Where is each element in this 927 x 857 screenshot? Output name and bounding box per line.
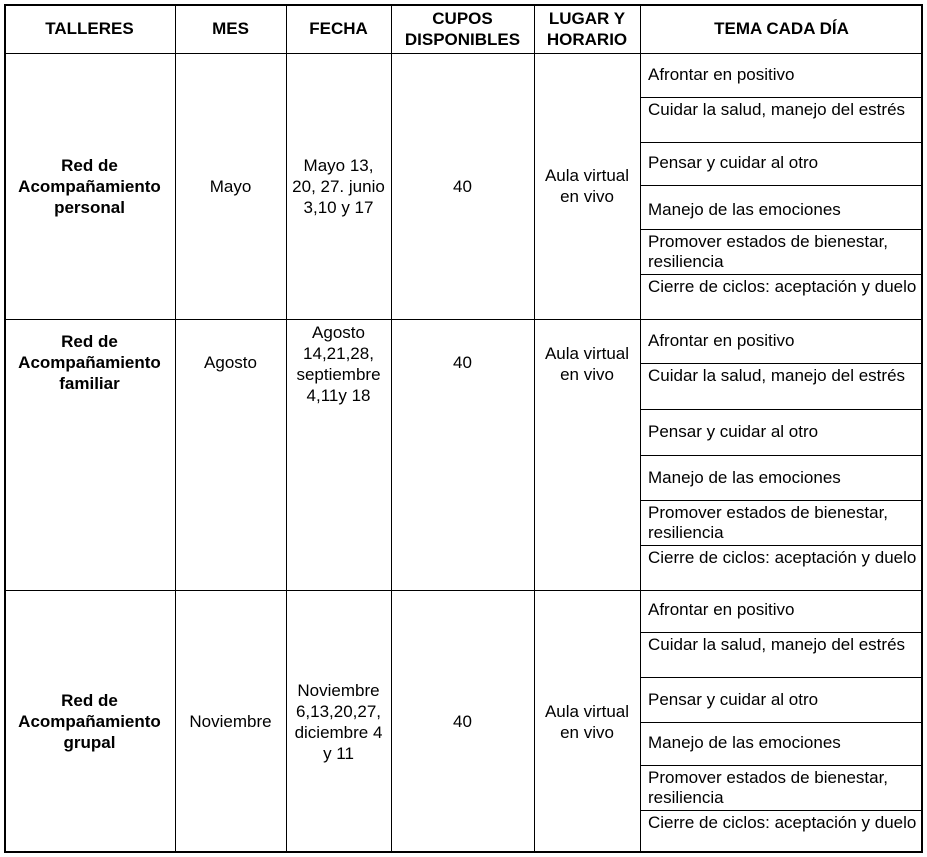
topic-divider [640, 409, 923, 410]
row-divider [4, 590, 923, 591]
header-cupos: CUPOS DISPONIBLES [404, 8, 521, 49]
tema-item: Promover estados de bienestar, resiliencia [648, 232, 889, 271]
col-divider [175, 4, 176, 853]
topic-divider [640, 810, 923, 811]
row-fecha: Agosto 14,21,28, septiembre 4,11y 18 [296, 323, 381, 405]
row-divider [4, 319, 923, 320]
row-lugar: Aula virtual en vivo [544, 344, 630, 384]
tema-item: Afrontar en positivo [648, 331, 795, 350]
header-tema: TEMA CADA DÍA [714, 19, 849, 38]
topic-divider [640, 765, 923, 766]
row-mes: Mayo [209, 176, 252, 196]
row-lugar: Aula virtual en vivo [544, 701, 630, 742]
topic-divider [640, 97, 923, 98]
col-divider [640, 4, 641, 853]
tema-item: Promover estados de bienestar, resiliencia [648, 768, 889, 807]
topic-divider [640, 500, 923, 501]
tema-item: Pensar y cuidar al otro [648, 690, 819, 709]
topic-divider [640, 545, 923, 546]
row-taller: Red de Acompañamiento personal [18, 155, 161, 217]
row-mes: Agosto [204, 352, 257, 372]
topic-divider [640, 142, 923, 143]
topic-divider [640, 274, 923, 275]
tema-item: Cuidar la salud, manejo del estrés [648, 366, 906, 385]
row-cupos: 40 [453, 352, 472, 372]
tema-item: Cuidar la salud, manejo del estrés [648, 100, 906, 119]
row-divider [4, 53, 923, 54]
tema-item: Manejo de las emociones [648, 200, 841, 219]
col-divider [534, 4, 535, 853]
topic-divider [640, 229, 923, 230]
topic-divider [640, 632, 923, 633]
border-left [4, 4, 6, 853]
header-mes: MES [212, 19, 249, 38]
tema-item: Cierre de ciclos: aceptación y duelo [648, 813, 917, 832]
row-fecha: Mayo 13, 20, 27. junio 3,10 y 17 [292, 155, 385, 217]
workshop-table [4, 4, 923, 853]
header-fecha: FECHA [309, 19, 368, 38]
header-lugar: LUGAR Y HORARIO [546, 8, 628, 49]
topic-divider [640, 677, 923, 678]
row-taller: Red de Acompañamiento grupal [18, 691, 161, 752]
tema-item: Pensar y cuidar al otro [648, 422, 819, 441]
col-divider [391, 4, 392, 853]
row-lugar: Aula virtual en vivo [544, 166, 630, 206]
tema-item: Afrontar en positivo [648, 600, 795, 619]
border-bottom [4, 851, 923, 853]
row-mes: Noviembre [189, 712, 272, 731]
row-fecha: Noviembre 6,13,20,27, diciembre 4 y 11 [294, 680, 383, 763]
row-taller: Red de Acompañamiento familiar [18, 331, 161, 393]
border-right [921, 4, 923, 853]
tema-item: Cierre de ciclos: aceptación y duelo [648, 277, 917, 296]
row-cupos: 40 [453, 176, 472, 196]
tema-item: Promover estados de bienestar, resiliencia [648, 503, 889, 542]
col-divider [286, 4, 287, 853]
row-cupos: 40 [453, 712, 472, 731]
tema-item: Manejo de las emociones [648, 468, 841, 487]
tema-item: Manejo de las emociones [648, 733, 841, 752]
tema-item: Afrontar en positivo [648, 65, 795, 84]
tema-item: Cierre de ciclos: aceptación y duelo [648, 548, 917, 567]
topic-divider [640, 185, 923, 186]
tema-item: Cuidar la salud, manejo del estrés [648, 635, 906, 654]
topic-divider [640, 455, 923, 456]
topic-divider [640, 363, 923, 364]
header-talleres: TALLERES [45, 19, 134, 38]
tema-item: Pensar y cuidar al otro [648, 153, 819, 172]
topic-divider [640, 722, 923, 723]
border-top [4, 4, 923, 6]
